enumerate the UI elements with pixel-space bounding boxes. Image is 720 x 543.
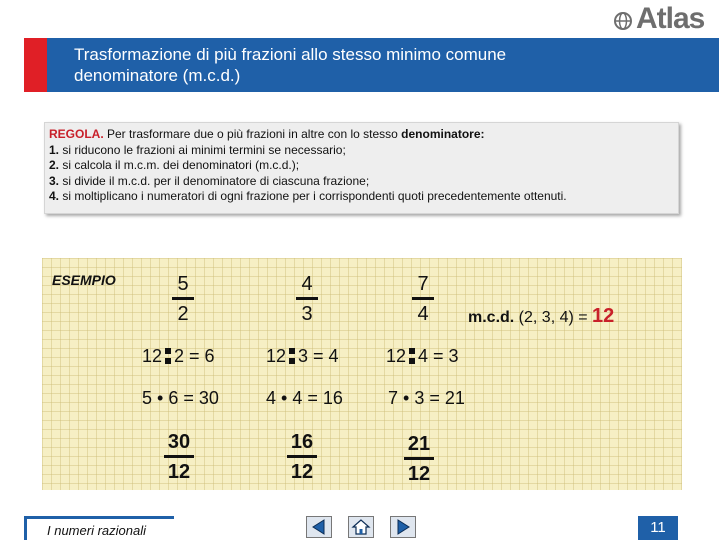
rule-step <box>49 174 678 190</box>
product-2: 4 • 4 = 16 <box>266 388 343 408</box>
page-title <box>74 44 694 86</box>
logo-text: Atlas <box>636 2 705 35</box>
result-fraction-1 <box>164 430 194 484</box>
fraction-denominator: 4 <box>417 303 429 325</box>
fraction-numerator: 4 <box>301 273 313 295</box>
fraction-denominator: 12 <box>167 461 191 483</box>
fraction-bar <box>172 297 194 300</box>
rule-step-text: si moltiplicano i numeratori di ogni frazione per i corrispondenti quoti precedentemente ottenuti. <box>59 189 567 203</box>
dividend: 12 <box>386 346 407 366</box>
fraction-numerator: 21 <box>407 433 431 455</box>
rule-step <box>49 189 678 205</box>
division-sign-icon <box>409 348 415 364</box>
division-sign-icon <box>165 348 171 364</box>
home-button[interactable] <box>348 516 374 538</box>
product-3: 7 • 3 = 21 <box>388 388 465 408</box>
rule-step-number: 3. <box>49 173 60 188</box>
fraction-bar <box>404 457 434 460</box>
division-1 <box>142 346 215 367</box>
fraction-bar <box>296 297 318 300</box>
globe-icon <box>612 4 634 34</box>
fraction-denominator: 12 <box>290 461 314 483</box>
rule-step-number: 1. <box>49 142 60 157</box>
fraction-denominator: 3 <box>301 303 313 325</box>
home-icon <box>349 517 373 537</box>
divisor-result: 4 = 3 <box>418 346 459 366</box>
next-button[interactable] <box>390 516 416 538</box>
section-label: I numeri razionali <box>24 516 174 540</box>
fraction-numerator: 5 <box>177 273 189 295</box>
rule-step <box>49 143 678 159</box>
dividend: 12 <box>266 346 287 366</box>
triangle-left-icon <box>307 517 331 537</box>
rule-box <box>44 122 679 214</box>
rule-intro <box>49 127 678 143</box>
fraction-1 <box>172 272 194 326</box>
divisor-result: 2 = 6 <box>174 346 215 366</box>
fraction-denominator: 2 <box>177 303 189 325</box>
rule-step-text: si calcola il m.c.m. dei denominatori (m.c.d.); <box>59 158 300 172</box>
fraction-2 <box>296 272 318 326</box>
title-line-2: denominatore (m.c.d.) <box>74 66 241 85</box>
triangle-right-icon <box>391 517 415 537</box>
fraction-3 <box>412 272 434 326</box>
divisor-result: 3 = 4 <box>298 346 339 366</box>
division-2 <box>266 346 339 367</box>
fraction-bar <box>287 455 317 458</box>
rule-intro-text: Per trasformare due o più frazioni in altre con lo stesso <box>103 127 402 141</box>
fraction-numerator: 16 <box>290 431 314 453</box>
page-number: 11 <box>638 516 678 540</box>
fraction-denominator: 12 <box>407 463 431 485</box>
result-fraction-3 <box>404 432 434 486</box>
result-fraction-2 <box>287 430 317 484</box>
example-label: ESEMPIO <box>52 272 116 288</box>
fraction-bar <box>164 455 194 458</box>
example-area <box>42 258 682 490</box>
product-1: 5 • 6 = 30 <box>142 388 219 408</box>
fraction-numerator: 30 <box>167 431 191 453</box>
mcd-args: (2, 3, 4) = <box>514 309 593 326</box>
dividend: 12 <box>142 346 163 366</box>
division-sign-icon <box>289 348 295 364</box>
rule-lead: REGOLA. <box>49 127 104 141</box>
mcd-label: m.c.d. <box>468 309 515 326</box>
rule-step-number: 4. <box>49 189 60 203</box>
rule-step-text: si riducono le frazioni ai minimi termini se necessario; <box>59 142 346 157</box>
title-line-1: Trasformazione di più frazioni allo stesso minimo comune <box>74 45 507 64</box>
fraction-bar <box>412 297 434 300</box>
division-3 <box>386 346 459 367</box>
mcd-statement <box>468 305 614 328</box>
fraction-numerator: 7 <box>417 273 429 295</box>
atlas-logo <box>612 2 705 38</box>
rule-intro-bold: denominatore: <box>401 127 485 141</box>
rule-step <box>49 158 678 174</box>
title-accent <box>24 38 47 92</box>
rule-step-text: si divide il m.c.d. per il denominatore di ciascuna frazione; <box>59 173 370 188</box>
previous-button[interactable] <box>306 516 332 538</box>
mcd-result: 12 <box>592 305 615 327</box>
rule-step-number: 2. <box>49 158 60 172</box>
